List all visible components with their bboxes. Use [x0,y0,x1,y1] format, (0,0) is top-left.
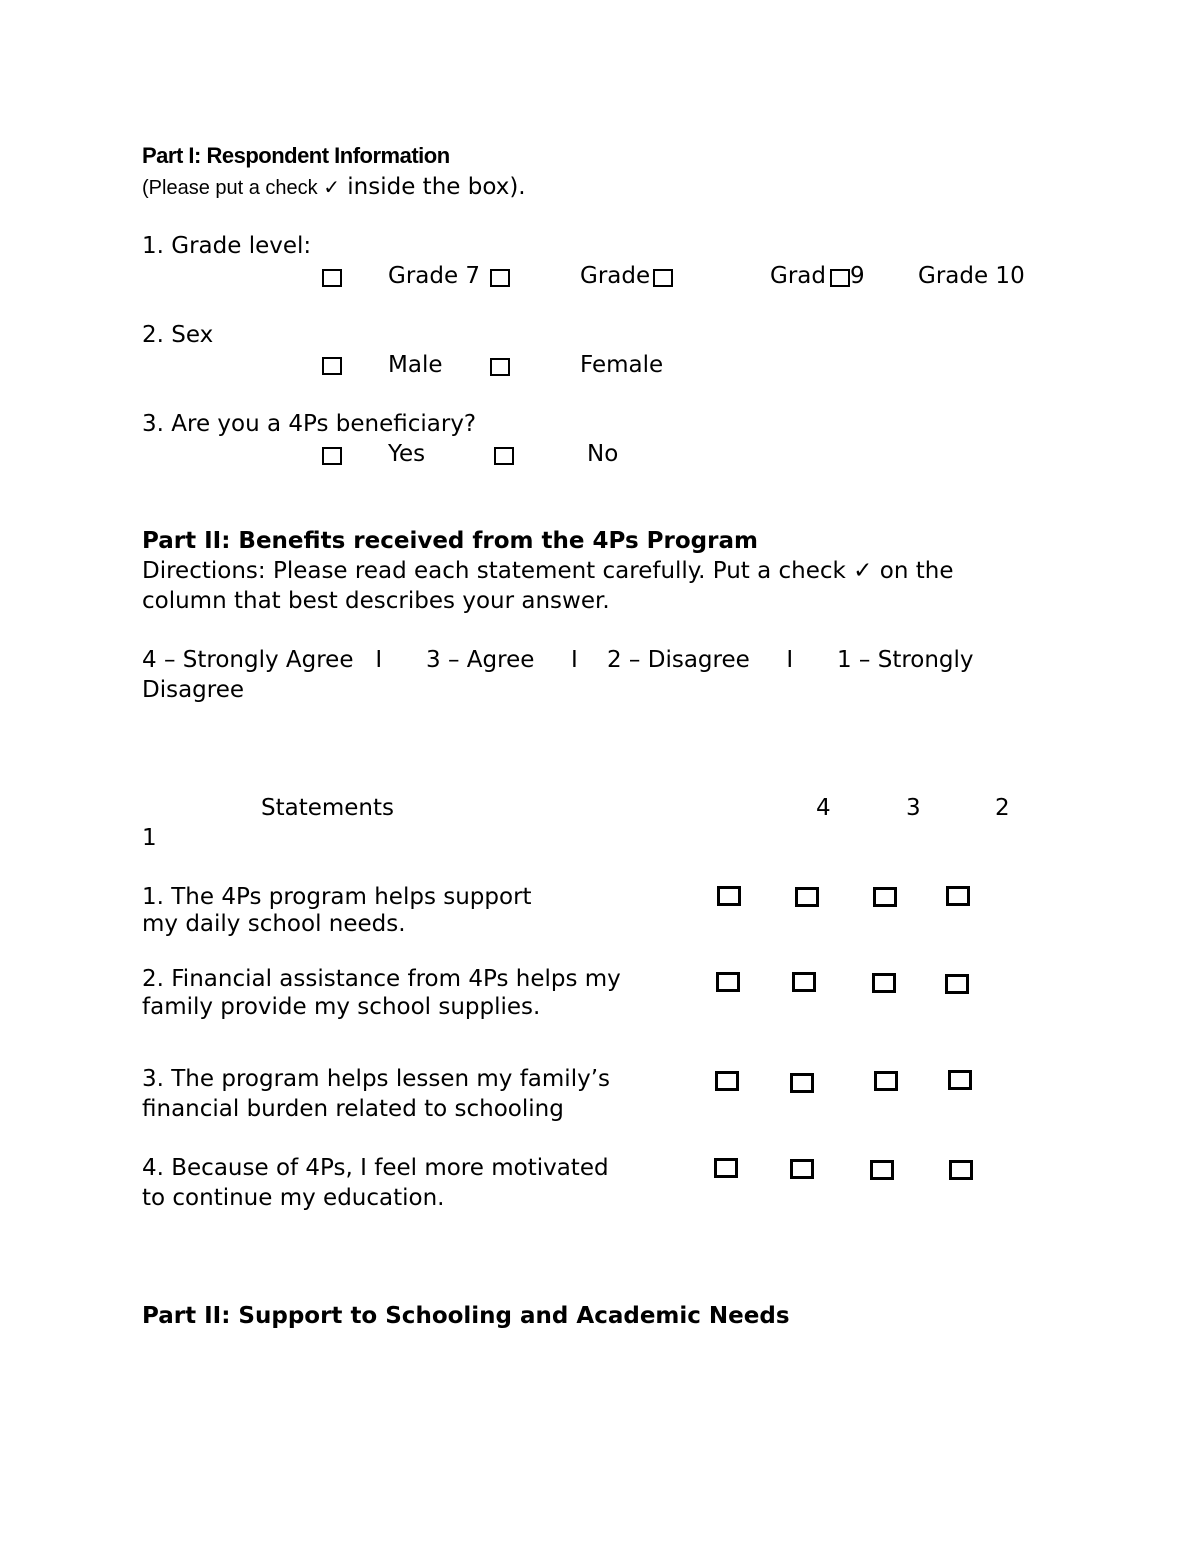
statement-4-line-1: 4. Because of 4Ps, I feel more motivated [142,1155,609,1181]
yes-checkbox[interactable] [322,447,342,465]
male-label: Male [388,352,443,378]
part1-instruction [142,176,526,199]
statement-3-checkbox-4[interactable] [715,1071,739,1091]
female-checkbox[interactable] [490,358,510,376]
grade-8-label: Grade [580,263,651,289]
no-label: No [587,441,619,467]
beneficiary-label: 3. Are you a 4Ps beneficiary? [142,411,477,437]
statement-3-line-2: financial burden related to schooling [142,1096,564,1122]
instruction-small-text: (Please put a check ✓ [142,177,340,199]
grade-9-number: 9 [850,263,865,289]
statement-4-checkbox-3[interactable] [790,1159,814,1179]
grade-10-checkbox[interactable] [830,269,850,287]
part3-title: Part II: Support to Schooling and Academic Needs [142,1303,790,1329]
scale-legend-line-1: 4 – Strongly Agree I 3 – Agree I 2 – Disagree I 1 – Strongly [142,647,974,673]
column-header-3: 3 [906,795,921,821]
grade-7-label: Grade 7 [388,263,481,289]
no-checkbox[interactable] [494,447,514,465]
statement-2-checkbox-2[interactable] [872,973,896,993]
directions-line-1: Directions: Please read each statement carefully. Put a check ✓ on the [142,558,954,584]
sex-label: 2. Sex [142,322,214,348]
scale-legend-line-2: Disagree [142,677,245,703]
statement-1-checkbox-1[interactable] [946,886,970,906]
statements-header: Statements [261,795,395,821]
male-checkbox[interactable] [322,357,342,375]
statement-1-line-2: my daily school needs. [142,911,406,937]
part1-title: Part I: Respondent Information [142,143,450,168]
grade-level-label: 1. Grade level: [142,233,312,259]
statement-3-checkbox-2[interactable] [874,1071,898,1091]
column-header-1: 1 [142,825,157,851]
statement-3-checkbox-3[interactable] [790,1073,814,1093]
statement-2-checkbox-4[interactable] [716,972,740,992]
grade-9-checkbox[interactable] [653,269,673,287]
grade-7-checkbox[interactable] [322,269,342,287]
statement-3-checkbox-1[interactable] [948,1070,972,1090]
statement-4-checkbox-2[interactable] [870,1160,894,1180]
statement-2-line-2: family provide my school supplies. [142,994,541,1020]
grade-10-label: Grade 10 [918,263,1025,289]
column-header-4: 4 [816,795,831,821]
statement-4-checkbox-1[interactable] [949,1160,973,1180]
statement-2-checkbox-3[interactable] [792,972,816,992]
instruction-rest-text: inside the box). [339,174,526,200]
statement-2-line-1: 2. Financial assistance from 4Ps helps my [142,966,621,992]
statement-4-line-2: to continue my education. [142,1185,445,1211]
directions-line-2: column that best describes your answer. [142,588,610,614]
part2-title: Part II: Benefits received from the 4Ps Program [142,528,758,554]
statement-3-line-1: 3. The program helps lessen my family’s [142,1066,610,1092]
yes-label: Yes [388,441,426,467]
statement-1-checkbox-2[interactable] [873,887,897,907]
statement-4-checkbox-4[interactable] [714,1158,738,1178]
grade-9-label: Grad [770,263,826,289]
column-header-2: 2 [995,795,1010,821]
statement-1-checkbox-4[interactable] [717,886,741,906]
statement-1-line-1: 1. The 4Ps program helps support [142,884,532,910]
female-label: Female [580,352,664,378]
statement-1-checkbox-3[interactable] [795,887,819,907]
grade-8-checkbox[interactable] [490,269,510,287]
statement-2-checkbox-1[interactable] [945,974,969,994]
